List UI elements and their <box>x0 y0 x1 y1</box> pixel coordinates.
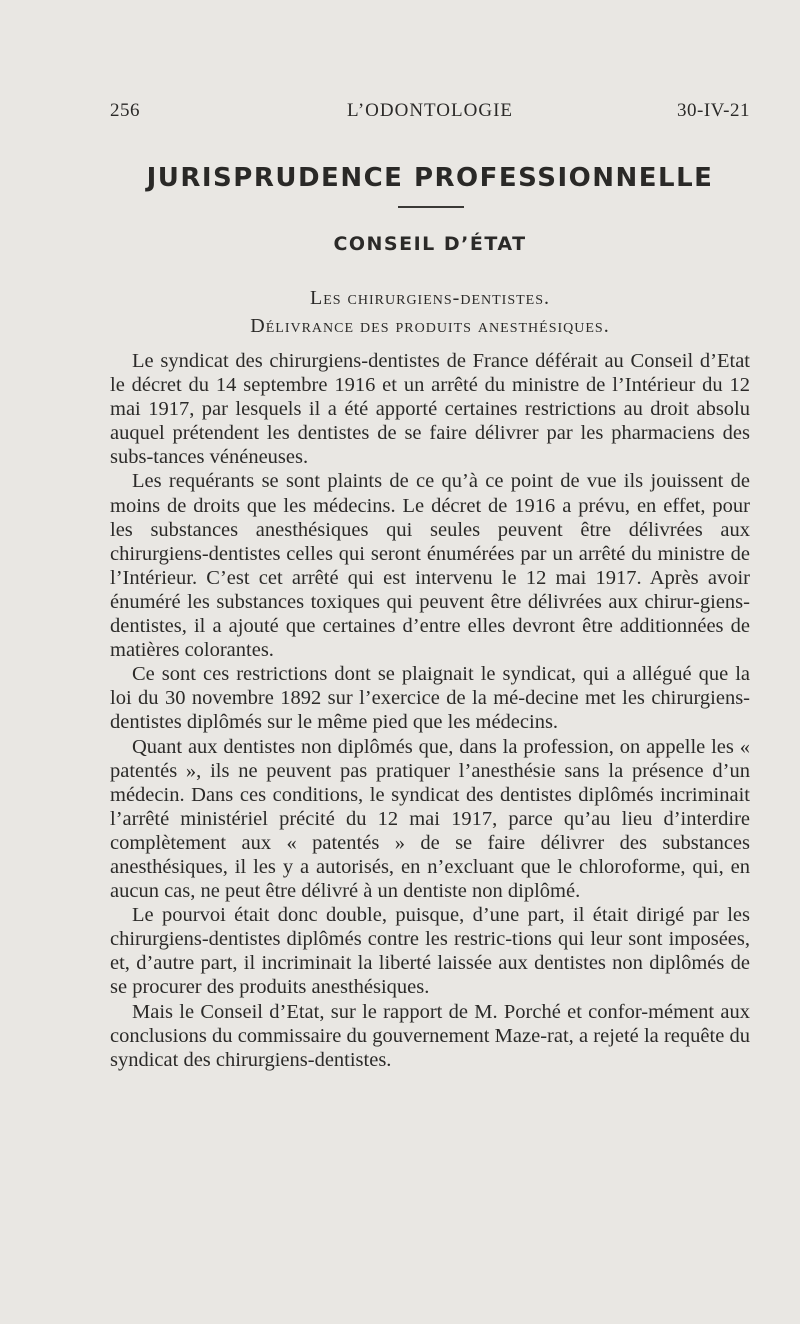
article-title: JURISPRUDENCE PROFESSIONNELLE <box>146 163 714 193</box>
paragraph-4: Quant aux dentistes non diplômés que, dans la profession, on appelle les « patentés », ils ne peuvent pas pratiquer l’anesthésie sans la présence d’un médecin. Dans ces conditions, le syndicat des dentistes diplômés incriminait l’arrêté ministériel précité du 12 mai 1917, parce qu’au lieu d’interdire complètement aux « patentés » de se faire délivrer des substances anesthésiques, il les y a autorisés, en n’excluant que le chloroforme, qui, en aucun cas, ne peut être délivré à un dentiste non diplômé. <box>110 735 750 903</box>
page-number: 256 <box>110 100 140 121</box>
paragraph-3: Ce sont ces restrictions dont se plaignait le syndicat, qui a allégué que la loi du 30 novembre 1892 sur l’exercice de la mé-decine met les chirurgiens-dentistes diplômés sur le même pied que les médecins. <box>110 663 750 734</box>
subtitle-line-1: Les chirurgiens-dentistes. <box>310 287 550 309</box>
subtitle-line-2: Délivrance des produits anesthésiques. <box>250 315 610 337</box>
paragraph-2: Les requérants se sont plaints de ce qu’à ce point de vue ils jouissent de moins de droits que les médecins. Le décret de 1916 a prévu, en effet, pour les substances anesthésiques qui seules peuvent être délivrées aux chirurgiens-dentistes celles qui seront énumérées par un arrêté du ministre de l’Intérieur. C’est cet arrêté qui est intervenu le 12 mai 1917. Après avoir énuméré les substances toxiques qui peuvent être délivrées aux chirur-giens-dentistes, il a ajouté que certaines d’entre elles devront être additionnées de matières colorantes. <box>110 470 750 662</box>
journal-title: L’ODONTOLOGIE <box>346 100 514 121</box>
paragraph-6: Mais le Conseil d’Etat, sur le rapport de M. Porché et confor-mément aux conclusions du commissaire du gouvernement Maze-rat, a rejeté la requête du syndicat des chirurgiens-dentistes. <box>110 1000 750 1071</box>
paragraph-1: Le syndicat des chirurgiens-dentistes de France déférait au Conseil d’Etat le décret du 14 septembre 1916 et un arrêté du ministre de l’Intérieur du 12 mai 1917, par lesquels il a été apporté certaines restrictions au droit absolu auquel prétendent les dentistes de se faire délivrer par les pharmaciens des subs-tances vénéneuses. <box>110 350 750 469</box>
running-header <box>110 100 750 126</box>
article-body <box>110 349 750 1072</box>
section-title: CONSEIL D’ÉTAT <box>333 233 527 255</box>
title-divider <box>398 206 464 208</box>
issue-date: 30-IV-21 <box>677 100 750 121</box>
paragraph-5: Le pourvoi était donc double, puisque, d’une part, il était dirigé par les chirurgiens-dentistes diplômés contre les restric-tions qui leur sont imposées, et, d’autre part, il incriminait la liberté laissée aux dentistes non diplômés de se procurer des produits anesthésiques. <box>110 904 750 999</box>
